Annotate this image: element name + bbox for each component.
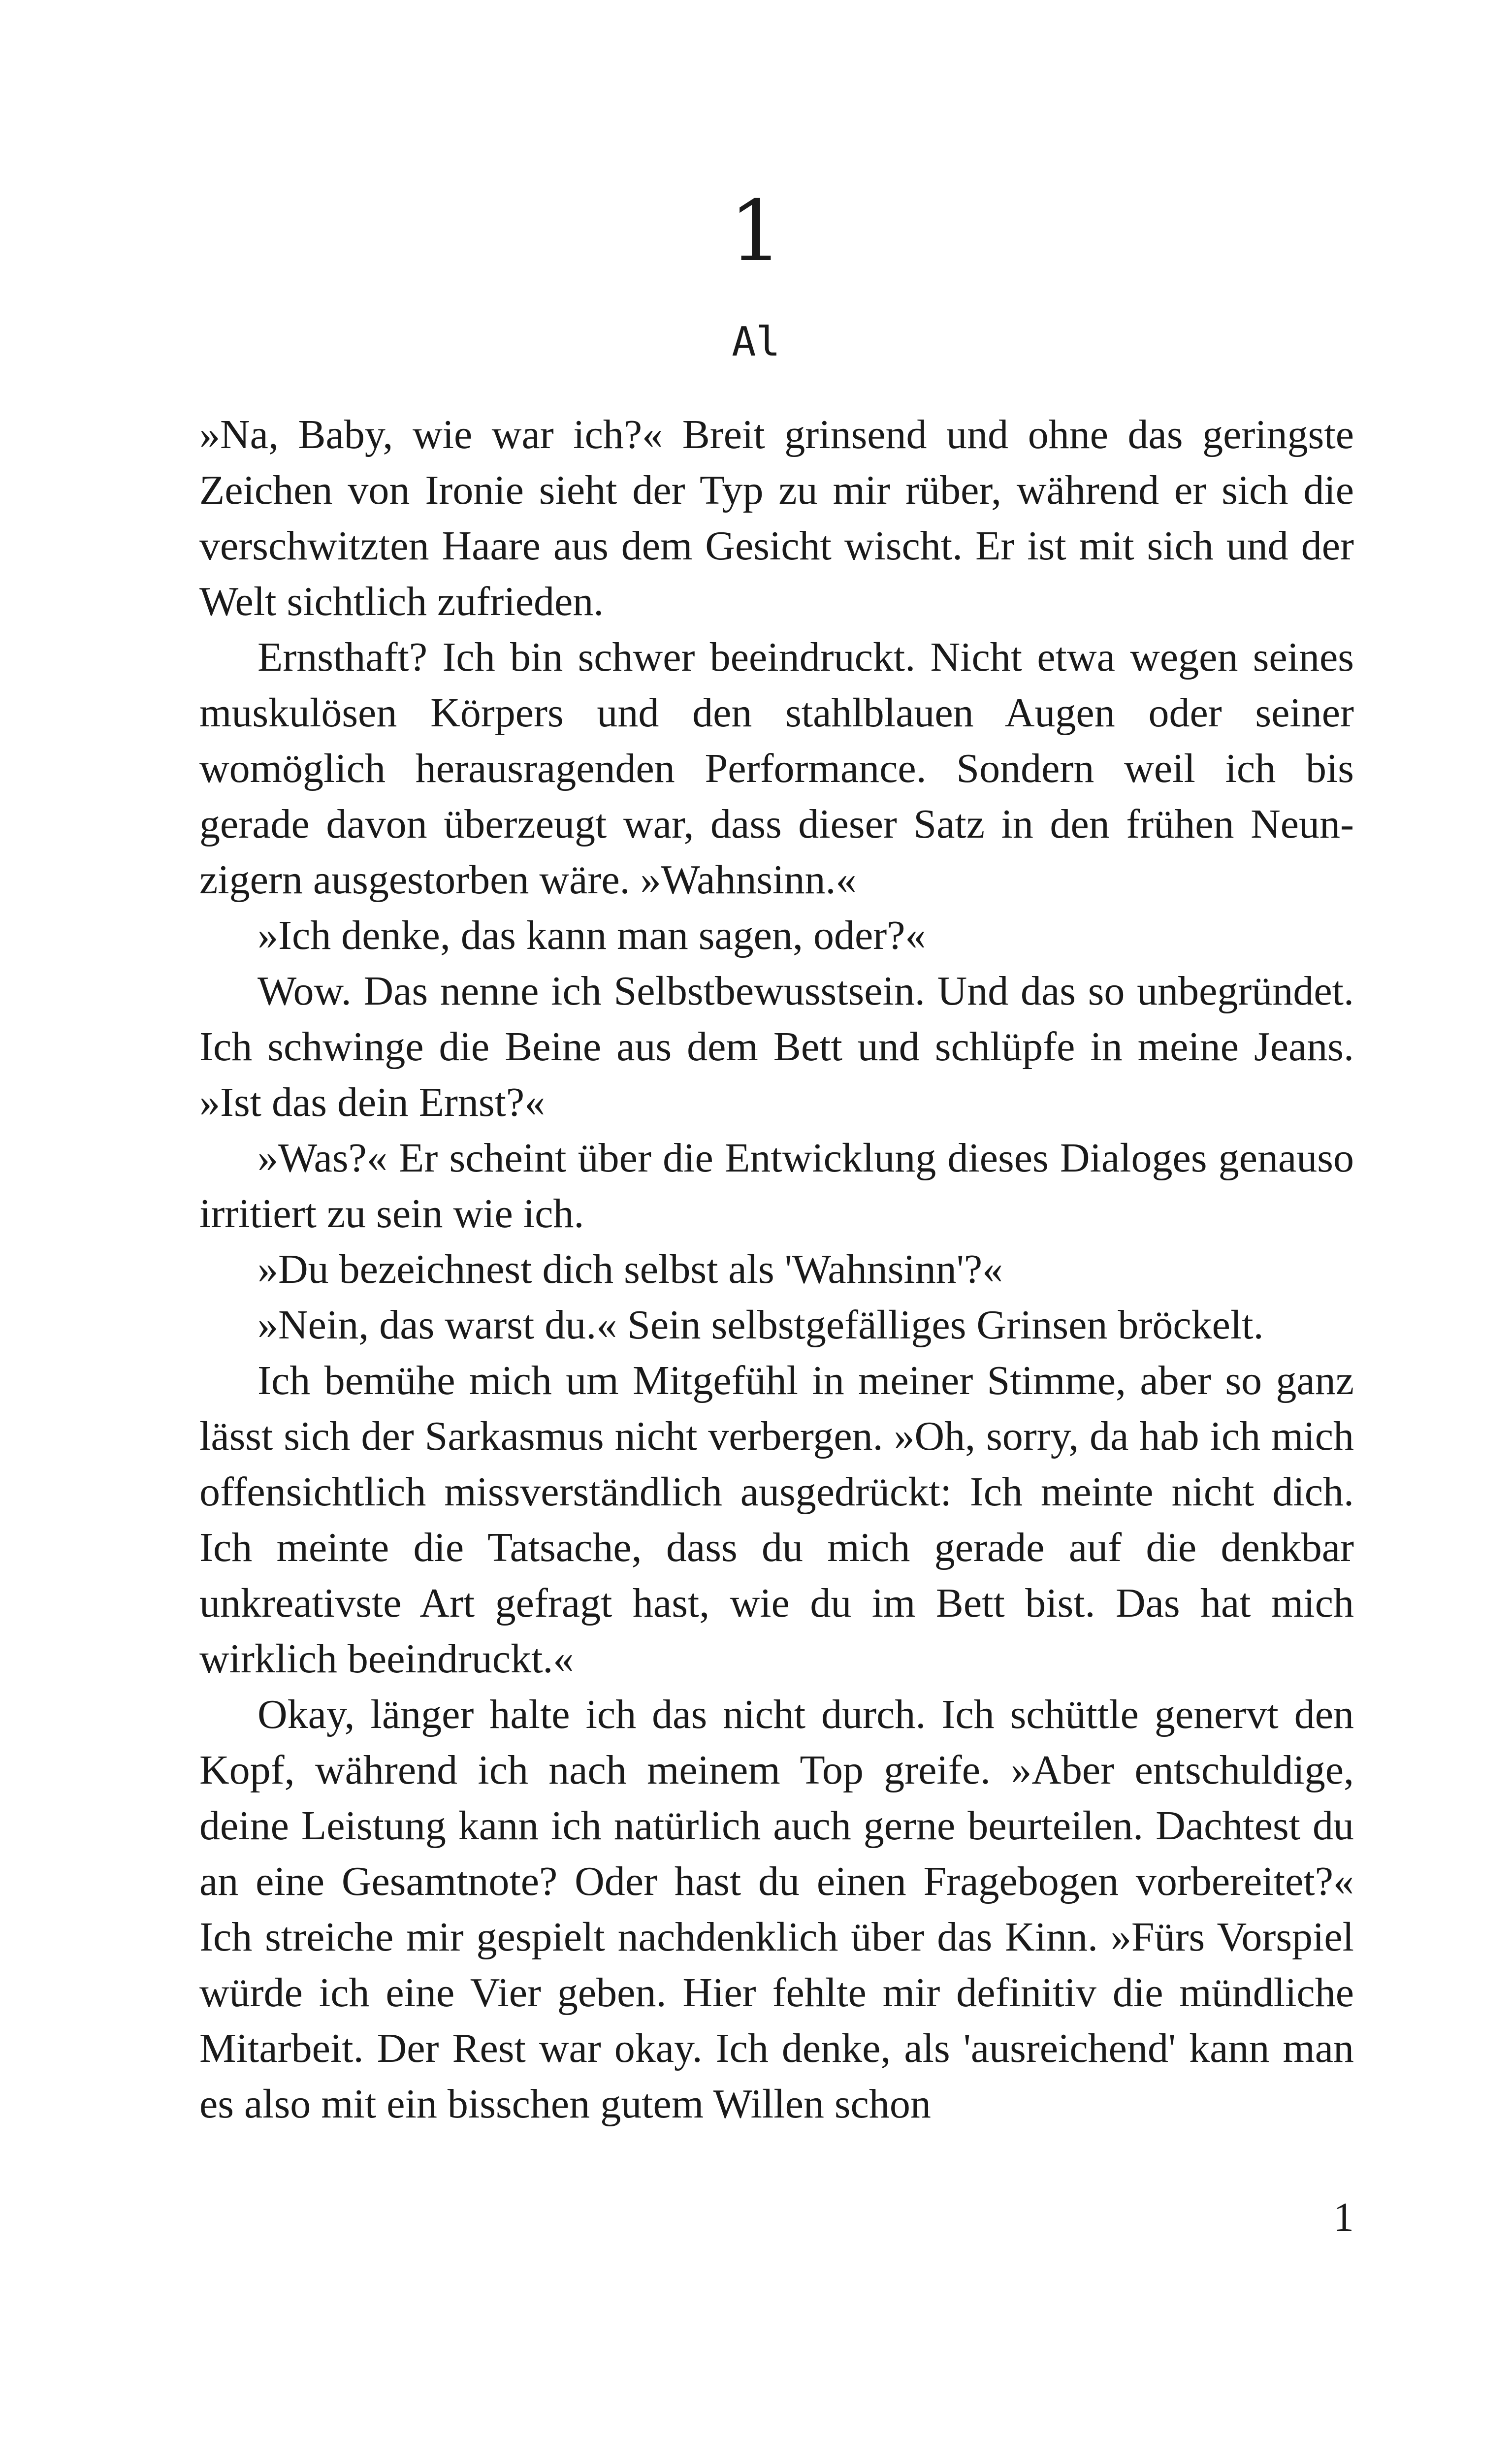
paragraph: »Nein, das warst du.« Sein selbstgefälliges Grinsen bröckelt. [257, 1302, 1264, 1348]
page-number: 1 [1333, 2194, 1354, 2240]
chapter-number: 1 [729, 183, 783, 280]
chapter-title: Al [732, 319, 780, 365]
paragraph: »Du bezeichnest dich selbst als 'Wahnsinn'?« [257, 1246, 1003, 1292]
paragraph: Ich bemühe mich um Mitgefühl in meiner Stimme, aber so ganz lässt sich der Sarkasmus nicht verbergen. »Oh, sorry, da hab ich mich offensichtlich missverständlich ausgedrückt: Ich meinte nicht dich. Ich meinte die Tatsache, dass du mich gerade auf die denkbar unkreativste Art gefragt hast, wie du im Bett bist. Das hat mich wirklich beeindruckt.« [199, 1358, 1354, 1682]
paragraph: Okay, länger halte ich das nicht durch. Ich schüttle genervt den Kopf, während ich nach meinem Top greife. »Aber entschuldige, deine Leistung kann ich natürlich auch gerne beurteilen. Dachtest du an eine Gesamtnote? Oder hast du einen Fragebogen vorbereitet?« Ich streiche mir gespielt nachdenklich über das Kinn. »Fürs Vorspiel würde ich eine Vier geben. Hier fehlte mir definitiv die mündliche Mitarbeit. Der Rest war okay. Ich denke, als 'ausreichend' kann man es also mit ein bisschen gutem Willen schon [199, 1692, 1354, 2127]
paragraph: Wow. Das nenne ich Selbstbewusstsein. Und das so unbegründet. Ich schwinge die Beine aus dem Bett und schlüpfe in meine Jeans. »Ist das dein Ernst?« [199, 968, 1354, 1125]
paragraph: »Ich denke, das kann man sagen, oder?« [257, 912, 926, 958]
paragraph: »Was?« Er scheint über die Entwicklung dieses Dialoges genauso irritiert zu sein wie ich. [199, 1135, 1354, 1237]
body-text [199, 407, 1354, 2132]
paragraph: Ernsthaft? Ich bin schwer beeindruckt. Nicht etwa wegen seines muskulösen Körpers und den stahlblauen Augen oder seiner womöglich herausragenden Performance. Sondern weil ich bis gerade davon überzeugt war, dass dieser Satz in den frühen Neunzigern ausgestorben wäre. »Wahnsinn.« [199, 634, 1354, 903]
paragraph: »Na, Baby, wie war ich?« Breit grinsend und ohne das geringste Zeichen von Ironie sieht der Typ zu mir rüber, während er sich die verschwitzten Haare aus dem Gesicht wischt. Er ist mit sich und der Welt sichtlich zufrieden. [199, 412, 1354, 624]
